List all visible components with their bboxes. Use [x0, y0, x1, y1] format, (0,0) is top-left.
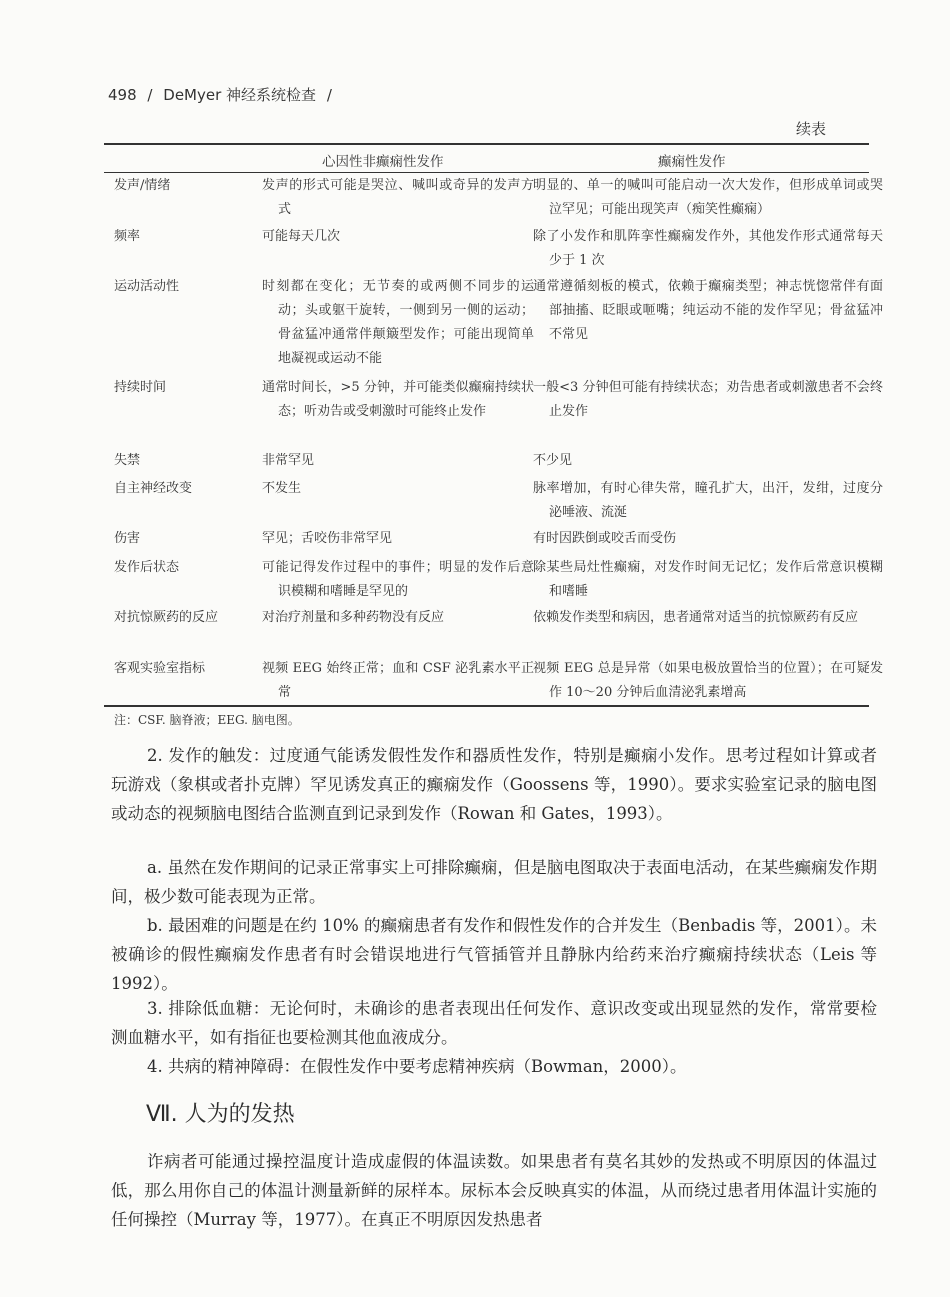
- running-header: [108, 84, 338, 105]
- row-epileptic-cell: 一般<3 分钟但可能有持续状态；劝告患者或刺激患者不会终止发作: [533, 380, 883, 419]
- row-epileptic-cell: 通常遵循刻板的模式，依赖于癫痫类型；神志恍惚常伴有面部抽搐、眨眼或咂嘴；纯运动不能的发作罕见；骨盆猛冲不常见: [533, 279, 883, 342]
- table-bottom-rule: [104, 705, 869, 707]
- row-feature: 发作后状态: [114, 560, 180, 575]
- row-psychogenic-cell: 罕见；舌咬伤非常罕见: [262, 531, 393, 546]
- table-continued-label: 续表: [796, 120, 827, 138]
- table-header-rule: [104, 172, 869, 173]
- row-psychogenic-cell: 通常时间长，>5 分钟，并可能类似癫痫持续状态；听劝告或受刺激时可能终止发作: [262, 380, 534, 419]
- row-feature: 失禁: [114, 453, 141, 468]
- row-feature: 客观实验室指标: [114, 661, 206, 676]
- column-header-psychogenic: 心因性非癫痫性发作: [322, 154, 444, 170]
- table-note: 注：CSF. 脑脊液；EEG. 脑电图。: [114, 713, 300, 727]
- table-top-rule: [104, 143, 869, 145]
- body-paragraph: 2. 发作的触发：过度通气能诱发假性发作和器质性发作，特别是癫痫小发作。思考过程如计算或者玩游戏（象棋或者扑克牌）罕见诱发真正的癫痫发作（Goossens 等，1990）。要求实验室记录的脑电图或动态的视频脑电图结合监测直到记录到发作（Rowan 和 Gates，1993）。: [111, 746, 877, 823]
- book-title: DeMyer 神经系统检查: [163, 86, 317, 104]
- body-paragraph: 3. 排除低血糖：无论何时，未确诊的患者表现出任何发作、意识改变或出现显然的发作，常常要检测血糖水平，如有指征也要检测其他血液成分。: [111, 999, 877, 1047]
- body-paragraph: b. 最困难的问题是在约 10% 的癫痫患者有发作和假性发作的合并发生（Benbadis 等，2001）。未被确诊的假性癫痫发作患者有时会错误地进行气管插管并且静脉内给药来治疗癫痫持续状态（Leis 等 1992）。: [111, 916, 877, 993]
- row-psychogenic-cell: 发声的形式可能是哭泣、喊叫或奇异的发声方式: [262, 178, 534, 217]
- column-header-epileptic: 癫痫性发作: [658, 154, 726, 170]
- header-separator: /: [326, 86, 332, 104]
- row-feature: 运动活动性: [114, 279, 180, 294]
- row-feature: 自主神经改变: [114, 481, 193, 496]
- row-feature: 频率: [114, 229, 141, 244]
- row-psychogenic-cell: 时刻都在变化；无节奏的或两侧不同步的运动；头或躯干旋转，一侧到另一侧的运动；骨盆猛冲通常伴颠簸型发作；可能出现简单地凝视或运动不能: [262, 279, 534, 366]
- row-epileptic-cell: 依赖发作类型和病因，患者通常对适当的抗惊厥药有反应: [533, 610, 859, 625]
- header-separator: /: [147, 86, 153, 104]
- row-psychogenic-cell: 可能记得发作过程中的事件；明显的发作后意识模糊和嗜睡是罕见的: [262, 560, 534, 599]
- row-epileptic-cell: 有时因跌倒或咬舌而受伤: [533, 531, 677, 546]
- section-heading: Ⅶ. 人为的发热: [146, 1102, 295, 1127]
- row-epileptic-cell: 明显的、单一的喊叫可能启动一次大发作，但形成单词或哭泣罕见；可能出现笑声（痴笑性癫痫）: [533, 178, 883, 217]
- row-epileptic-cell: 不少见: [533, 453, 573, 468]
- row-psychogenic-cell: 不发生: [262, 481, 302, 496]
- page-number: 498: [108, 86, 137, 104]
- row-psychogenic-cell: 对治疗剂量和多种药物没有反应: [262, 610, 445, 625]
- row-psychogenic-cell: 可能每天几次: [262, 229, 341, 244]
- row-psychogenic-cell: 非常罕见: [262, 453, 315, 468]
- row-feature: 对抗惊厥药的反应: [114, 610, 219, 625]
- row-epileptic-cell: 视频 EEG 总是异常（如果电极放置恰当的位置）；在可疑发作 10～20 分钟后血清泌乳素增高: [533, 661, 883, 700]
- row-feature: 发声/情绪: [114, 178, 171, 193]
- row-psychogenic-cell: 视频 EEG 始终正常；血和 CSF 泌乳素水平正常: [262, 661, 534, 700]
- row-epileptic-cell: 除某些局灶性癫痫，对发作时间无记忆；发作后常意识模糊和嗜睡: [533, 560, 883, 599]
- body-paragraph: 4. 共病的精神障碍：在假性发作中要考虑精神疾病（Bowman，2000）。: [147, 1057, 687, 1076]
- row-epileptic-cell: 除了小发作和肌阵挛性癫痫发作外，其他发作形式通常每天少于 1 次: [533, 229, 883, 268]
- row-feature: 持续时间: [114, 380, 167, 395]
- row-epileptic-cell: 脉率增加，有时心律失常，瞳孔扩大，出汗，发绀，过度分泌唾液、流涎: [533, 481, 883, 520]
- body-paragraph: a. 虽然在发作期间的记录正常事实上可排除癫痫，但是脑电图取决于表面电活动，在某些癫痫发作期间，极少数可能表现为正常。: [111, 858, 877, 906]
- body-paragraph: 诈病者可能通过操控温度计造成虚假的体温读数。如果患者有莫名其妙的发热或不明原因的体温过低，那么用你自己的体温计测量新鲜的尿样本。尿标本会反映真实的体温，从而绕过患者用体温计实施的任何操控（Murray 等，1977）。在真正不明原因发热患者: [111, 1152, 877, 1229]
- row-feature: 伤害: [114, 531, 141, 546]
